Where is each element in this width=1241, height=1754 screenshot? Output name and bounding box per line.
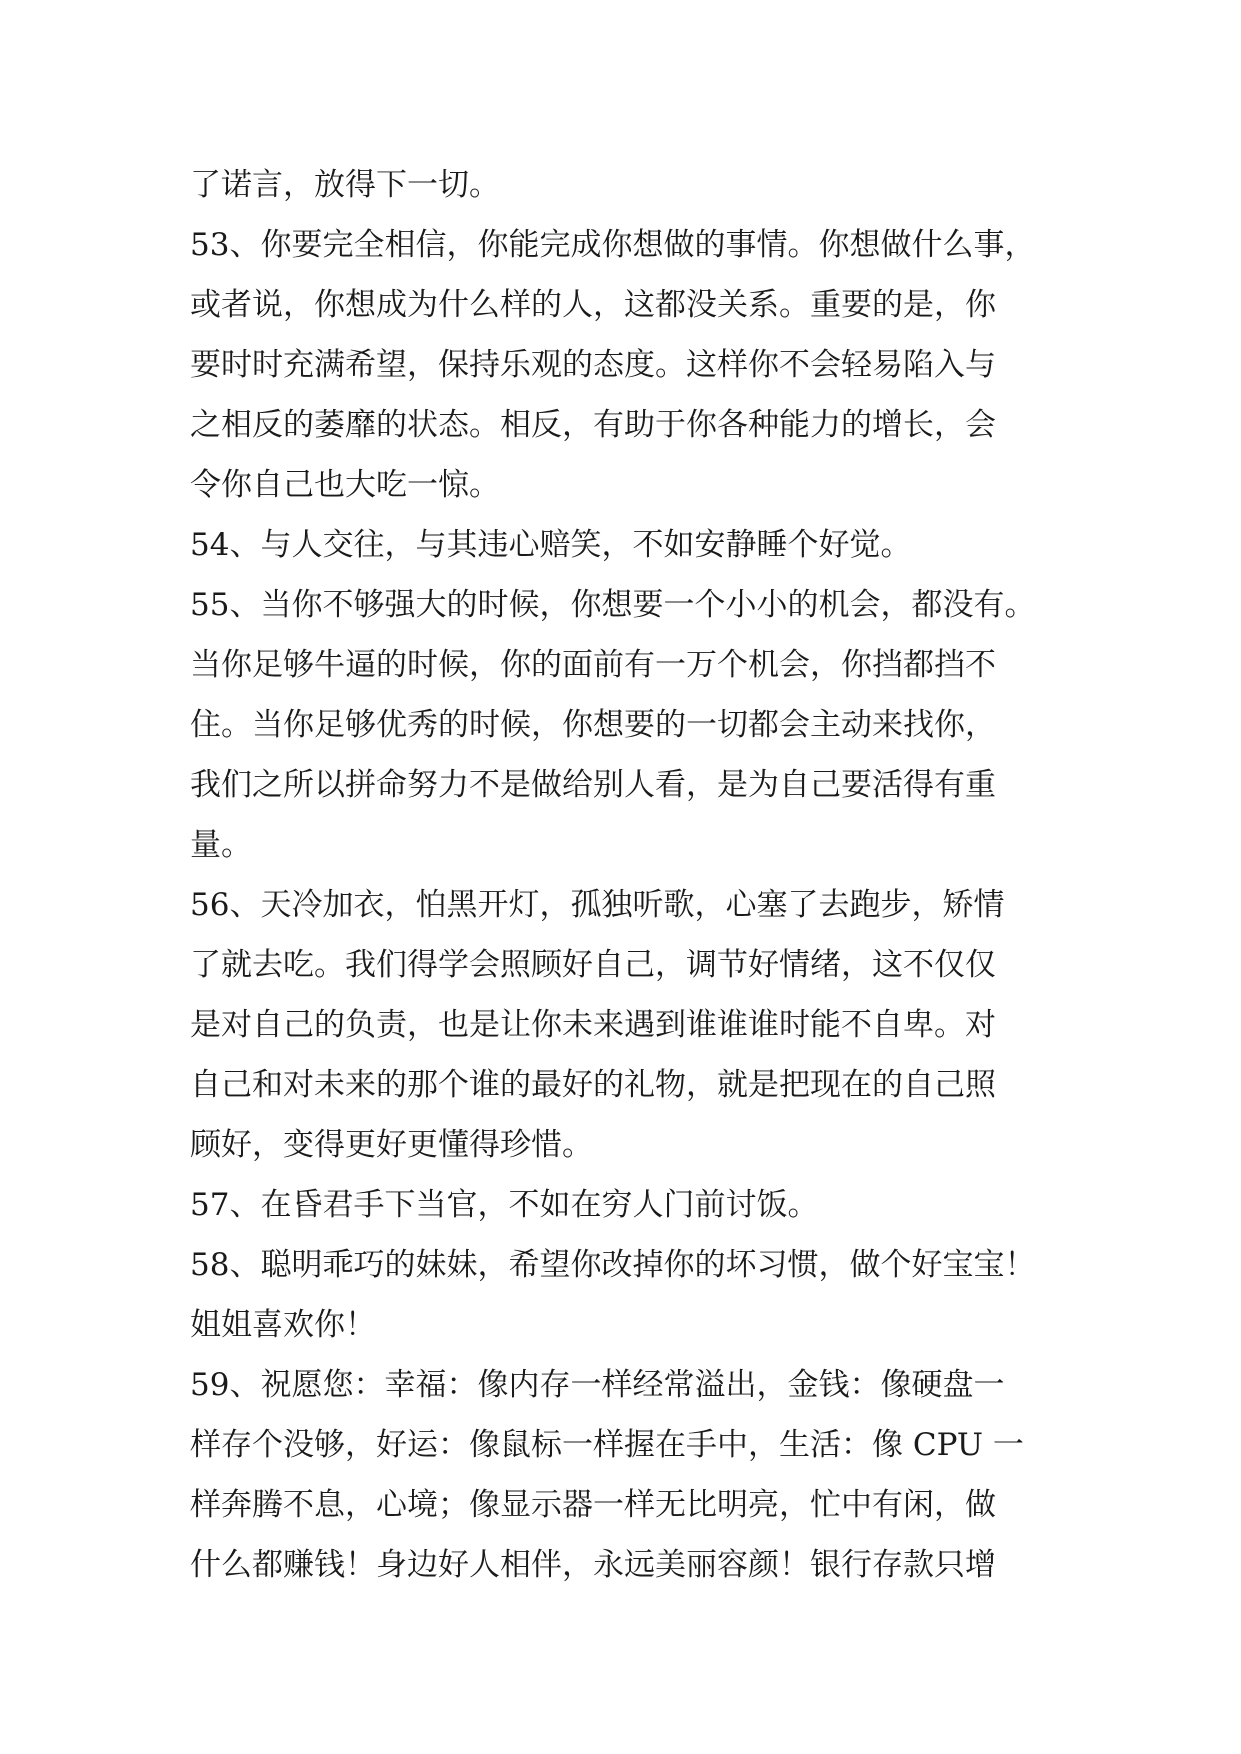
text-line: 57、在昏君手下当官，不如在穷人门前讨饭。: [190, 1187, 819, 1223]
text-line: 54、与人交往，与其违心赔笑，不如安静睡个好觉。: [190, 527, 912, 563]
text-line: 58、聪明乖巧的妹妹，希望你改掉你的坏习惯，做个好宝宝！: [190, 1247, 1036, 1283]
text-line: 59、祝愿您：幸福：像内存一样经常溢出，金钱：像硬盘一: [190, 1367, 1005, 1403]
text-line: 令你自己也大吃一惊。: [190, 467, 500, 503]
text-line: 是对自己的负责，也是让你未来遇到谁谁谁时能不自卑。对: [190, 1007, 996, 1043]
text-line: 了诺言，放得下一切。: [190, 167, 500, 203]
text-line: 或者说，你想成为什么样的人，这都没关系。重要的是，你: [190, 287, 996, 323]
text-line: 53、你要完全相信，你能完成你想做的事情。你想做什么事，: [190, 227, 1036, 263]
text-line: 55、当你不够强大的时候，你想要一个小小的机会，都没有。: [190, 587, 1036, 623]
text-line: 样存个没够，好运：像鼠标一样握在手中，生活：像 CPU 一: [190, 1427, 1024, 1463]
text-line: 了就去吃。我们得学会照顾好自己，调节好情绪，这不仅仅: [190, 947, 996, 983]
text-line: 当你足够牛逼的时候，你的面前有一万个机会，你挡都挡不: [190, 647, 996, 683]
document-body: [190, 155, 1070, 1595]
text-line: 姐姐喜欢你！: [190, 1307, 376, 1343]
text-line: 样奔腾不息，心境；像显示器一样无比明亮，忙中有闲，做: [190, 1487, 996, 1523]
text-line: 顾好，变得更好更懂得珍惜。: [190, 1127, 593, 1163]
text-line: 要时时充满希望，保持乐观的态度。这样你不会轻易陷入与: [190, 347, 996, 383]
text-line: 56、天冷加衣，怕黑开灯，孤独听歌，心塞了去跑步，矫情: [190, 887, 1005, 923]
text-line: 自己和对未来的那个谁的最好的礼物，就是把现在的自己照: [190, 1067, 996, 1103]
text-line: 之相反的萎靡的状态。相反，有助于你各种能力的增长，会: [190, 407, 996, 443]
text-line: 量。: [190, 827, 252, 863]
text-line: 住。当你足够优秀的时候，你想要的一切都会主动来找你，: [190, 707, 996, 743]
text-line: 我们之所以拼命努力不是做给别人看，是为自己要活得有重: [190, 767, 996, 803]
text-line: 什么都赚钱！身边好人相伴，永远美丽容颜！银行存款只增: [190, 1547, 996, 1583]
